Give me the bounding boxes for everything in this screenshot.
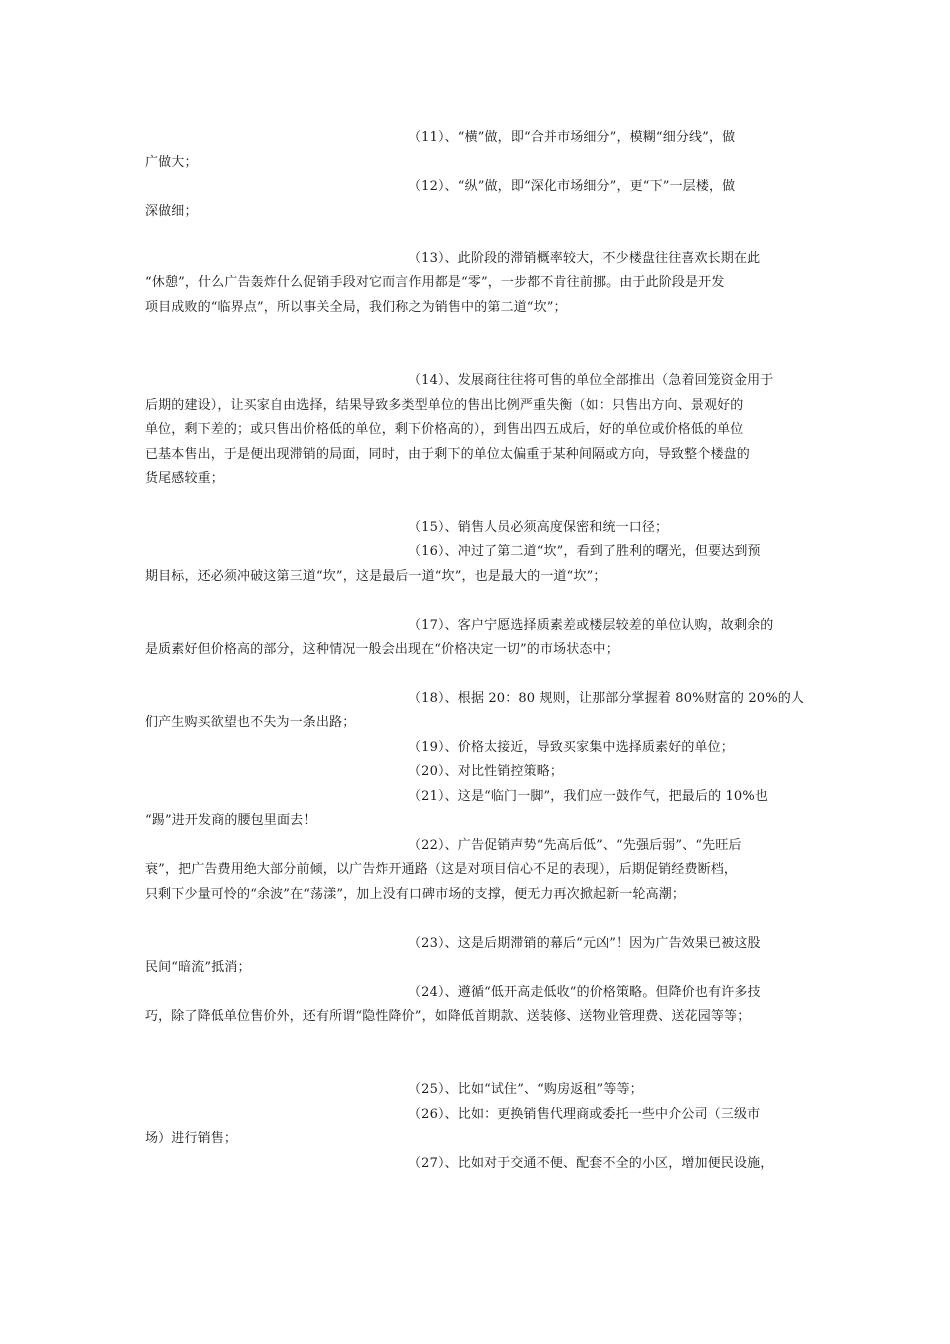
- paragraph-18-line-1: （18）、根据 20：80 规则，让那部分掌握着 80%财富的 20%的人: [408, 691, 804, 706]
- paragraph-14-line-2: 后期的建设），让买家自由选择，结果导致多类型单位的售出比例严重失衡（如：只售出方向、景观好的: [145, 398, 744, 413]
- paragraph-22-line-1: （22）、广告促销声势“先高后低”、“先强后弱”、“先旺后: [408, 838, 742, 853]
- paragraph-26-line-1: （26）、比如：更换销售代理商或委托一些中介公司（三级市: [408, 1107, 761, 1122]
- paragraph-11-line-2: 广做大；: [145, 155, 198, 170]
- paragraph-23-line-2: 民间“暗流”抵消；: [145, 960, 251, 975]
- paragraph-22-line-2: 衰”，把广告费用绝大部分前倾，以广告炸开通路（这是对项目信心不足的表现），后期促销经费断档，: [145, 862, 738, 877]
- paragraph-13-line-2: “休憩”，什么广告轰炸什么促销手段对它而言作用都是“零”，一步都不肯往前挪。由于此阶段是开发: [145, 275, 725, 290]
- paragraph-17-line-2: 是质素好但价格高的部分，这种情况一般会出现在“价格决定一切”的市场状态中；: [145, 642, 619, 657]
- paragraph-21-line-2: “踢”进开发商的腰包里面去！: [145, 813, 317, 828]
- paragraph-23-line-1: （23）、这是后期滞销的幕后“元凶”！因为广告效果已被这股: [408, 936, 761, 951]
- paragraph-14-line-1: （14）、发展商往往将可售的单位全部推出（急着回笼资金用于: [408, 373, 774, 388]
- paragraph-13-line-1: （13）、此阶段的滞销概率较大，不少楼盘往往喜欢长期在此: [408, 251, 761, 266]
- paragraph-26-line-2: 场）进行销售；: [145, 1131, 238, 1146]
- paragraph-14-line-4: 已基本售出，于是便出现滞销的局面，同时，由于剩下的单位太偏重于某种间隔或方向，导致整个楼盘的: [145, 447, 750, 462]
- paragraph-14-line-5: 货尾感较重；: [145, 471, 224, 486]
- paragraph-24-line-2: 巧，除了降低单位售价外，还有所谓“隐性降价”，如降低首期款、送装修、送物业管理费、送花园等等；: [145, 1009, 751, 1024]
- paragraph-20-line-1: （20）、对比性销控策略；: [408, 764, 563, 779]
- paragraph-12-line-1: （12）、“纵”做，即“深化市场细分”，更“下”一层楼，做: [408, 179, 736, 194]
- paragraph-22-line-3: 只剩下少量可怜的“余波”在“荡漾”，加上没有口碑市场的支撑，便无力再次掀起新一轮高潮；: [145, 887, 686, 902]
- paragraph-16-line-1: （16）、冲过了第二道“坎”，看到了胜利的曙光，但要达到预: [408, 544, 761, 559]
- paragraph-21-line-1: （21）、这是“临门一脚”，我们应一鼓作气，把最后的 10%也: [408, 789, 769, 804]
- paragraph-18-line-2: 们产生购买欲望也不失为一条出路；: [145, 715, 356, 730]
- paragraph-15-line-1: （15）、销售人员必须高度保密和统一口径；: [408, 520, 669, 535]
- paragraph-12-line-2: 深做细；: [145, 204, 198, 219]
- paragraph-19-line-1: （19）、价格太接近，导致买家集中选择质素好的单位；: [408, 740, 734, 755]
- paragraph-24-line-1: （24）、遵循“低开高走低收”的价格策略。但降价也有许多技: [408, 985, 761, 1000]
- paragraph-17-line-1: （17）、客户宁愿选择质素差或楼层较差的单位认购，故剩余的: [408, 618, 774, 633]
- paragraph-27-line-1: （27）、比如对于交通不便、配套不全的小区，增加便民设施，: [408, 1156, 774, 1171]
- paragraph-13-line-3: 项目成败的“临界点”，所以事关全局，我们称之为销售中的第二道“坎”；: [145, 300, 567, 315]
- paragraph-16-line-2: 期目标，还必须冲破这第三道“坎”，这是最后一道“坎”，也是最大的一道“坎”；: [145, 569, 607, 584]
- paragraph-14-line-3: 单位，剩下差的；或只售出价格低的单位，剩下价格高的），到售出四五成后，好的单位或价格低的单位: [145, 422, 744, 437]
- paragraph-11-line-1: （11）、“横”做，即“合并市场细分”，模糊“细分线”，做: [408, 130, 736, 145]
- paragraph-25-line-1: （25）、比如“试住”、“购房返租”等等；: [408, 1082, 643, 1097]
